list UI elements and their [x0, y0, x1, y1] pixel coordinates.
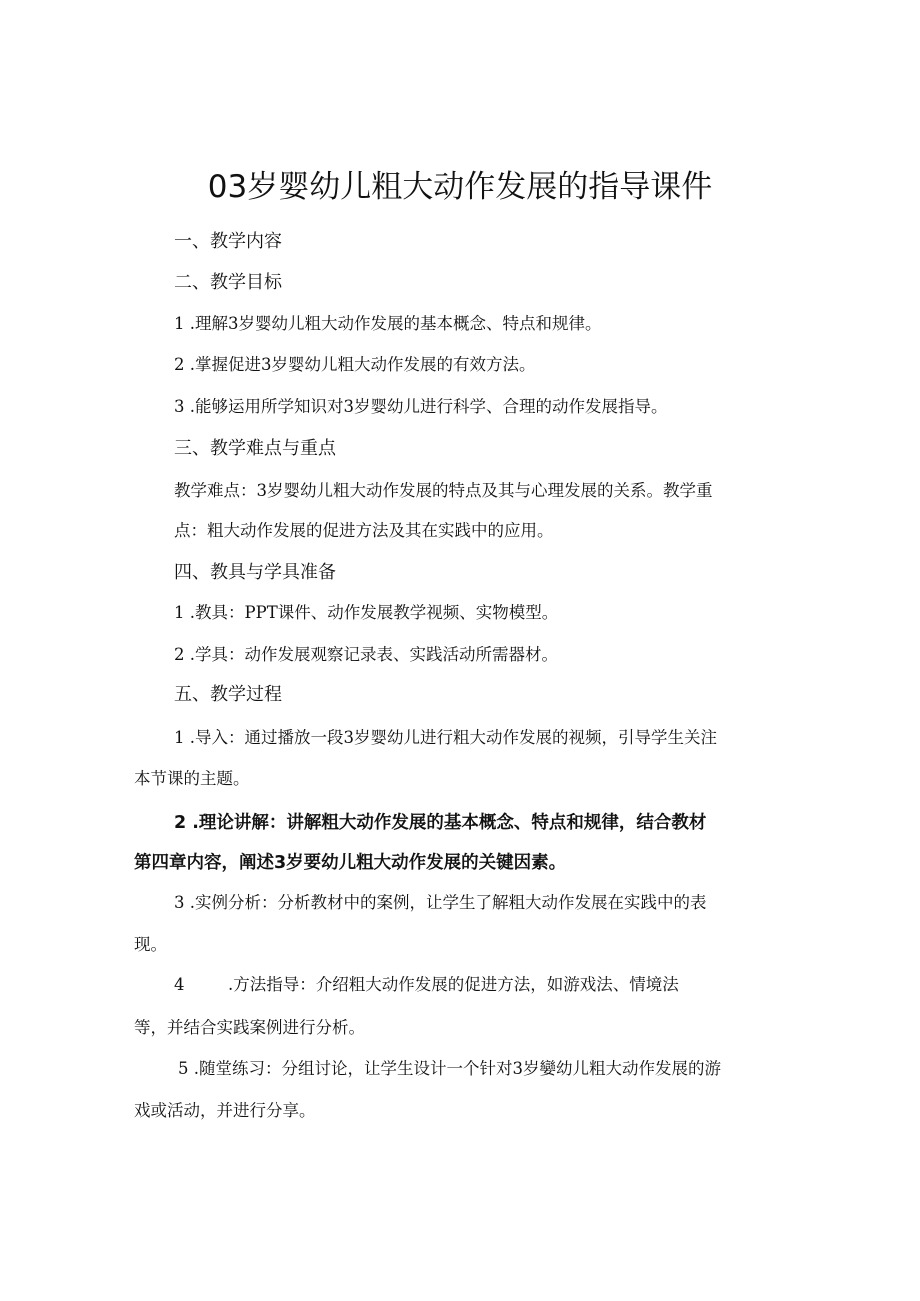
section-heading-process: 五、教学过程: [174, 684, 282, 705]
section-heading-goals: 二、教学目标: [174, 272, 282, 293]
process-step-3-line-2: 现。: [134, 935, 167, 954]
process-step-3-line-1: 3 .实例分析：分析教材中的案例，让学生了解粗大动作发展在实践中的表: [174, 893, 707, 912]
section-heading-difficulty: 三、教学难点与重点: [174, 438, 336, 459]
difficulty-line-1: 教学难点：3岁婴幼儿粗大动作发展的特点及其与心理发展的关系。教学重: [174, 481, 713, 500]
process-step-4-number: 4: [174, 975, 185, 994]
process-step-5-line-1: 5 .随堂练习：分组讨论，让学生设计一个针对3岁孌幼儿粗大动作发展的游: [178, 1059, 721, 1078]
difficulty-line-2: 点：粗大动作发展的促进方法及其在实践中的应用。: [174, 521, 554, 540]
process-step-4-line-2: 等，并结合实践案例进行分析。: [134, 1018, 365, 1037]
goal-item-2: 2 .掌握促进3岁婴幼儿粗大动作发展的有效方法。: [174, 355, 536, 374]
process-step-1-line-2: 本节课的主题。: [134, 769, 250, 788]
goal-item-3: 3 .能够运用所学知识对3岁婴幼儿进行科学、合理的动作发展指导。: [174, 397, 668, 416]
tools-item-1: 1 .教具：PPT课件、动作发展教学视频、实物模型。: [174, 603, 559, 622]
process-step-2-line-1: 2 .理论讲解：讲解粗大动作发展的基本概念、特点和规律，结合教材: [174, 813, 707, 833]
section-heading-tools: 四、教具与学具准备: [174, 562, 336, 583]
process-step-5-line-2: 戏或活动，并进行分享。: [134, 1101, 316, 1120]
goal-item-1: 1 .理解3岁婴幼儿粗大动作发展的基本概念、特点和规律。: [174, 314, 602, 333]
process-step-1-line-1: 1 .导入：通过播放一段3岁婴幼儿进行粗大动作发展的视频，引导学生关注: [174, 728, 717, 747]
process-step-2-line-2: 第四章内容，阐述3岁要幼儿粗大动作发展的关键因素。: [134, 853, 567, 873]
tools-item-2: 2 .学具：动作发展观察记录表、实践活动所需器材。: [174, 645, 558, 664]
section-heading-content: 一、教学内容: [174, 231, 282, 252]
page-title: 03岁婴幼儿粗大动作发展的指导课件: [207, 169, 713, 205]
process-step-4-line-1: .方法指导：介绍粗大动作发展的促进方法，如游戏法、情境法: [228, 975, 679, 994]
